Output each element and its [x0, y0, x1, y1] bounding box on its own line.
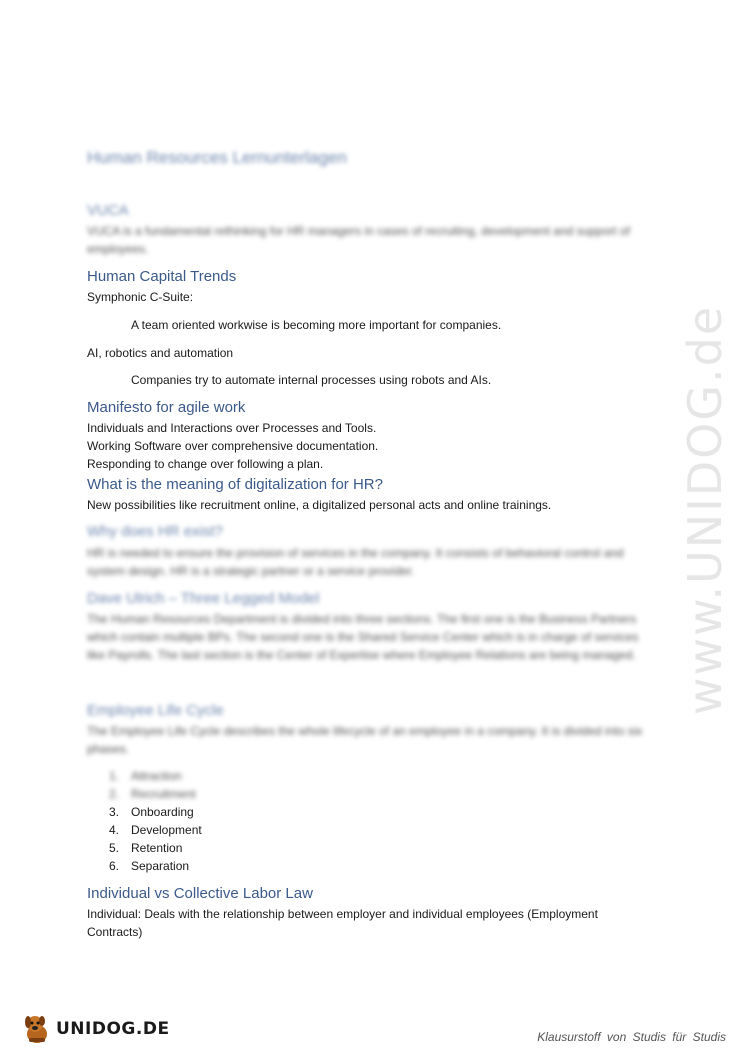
- ai-robotics-detail: Companies try to automate internal processes using robots and AIs.: [131, 373, 492, 387]
- list-item-number: 4.: [109, 823, 120, 837]
- manifesto-line: Responding to change over following a plan.: [87, 457, 324, 471]
- dog-mascot-icon: [20, 1012, 54, 1046]
- digitalization-text: New possibilities like recruitment online, a digitalized personal acts and online trainings.: [87, 498, 552, 512]
- vuca-text: VUCA is a fundamental rethinking for HR managers in cases of recruiting, development and support of employees.: [87, 224, 630, 256]
- footer-tagline: Klausurstoff von Studis für Studis: [537, 1030, 726, 1044]
- list-item-number: 5.: [109, 841, 120, 855]
- labor-law-heading: Individual vs Collective Labor Law: [87, 885, 313, 902]
- list-item-label: Recruitment: [131, 787, 196, 801]
- manifesto-heading: Manifesto for agile work: [87, 399, 246, 416]
- labor-law-text: Individual: Deals with the relationship between employer and individual employees (Employment Contracts): [87, 907, 598, 939]
- list-item-label: Separation: [131, 859, 190, 873]
- manifesto-line: Individuals and Interactions over Processes and Tools.: [87, 421, 377, 435]
- unidog-logo[interactable]: [20, 1012, 170, 1046]
- lifecycle-heading: Employee Life Cycle: [87, 702, 224, 719]
- list-item-number: 3.: [109, 805, 120, 819]
- list-item-label: Retention: [131, 841, 183, 855]
- why-hr-heading: Why does HR exist?: [87, 523, 223, 540]
- symphonic-detail: A team oriented workwise is becoming more important for companies.: [131, 318, 502, 332]
- list-item-label: Attraction: [131, 769, 182, 783]
- manifesto-line: Working Software over comprehensive documentation.: [87, 439, 379, 453]
- list-item-number: 1.: [109, 769, 120, 783]
- ai-robotics-label: AI, robotics and automation: [87, 346, 234, 360]
- logo-text: UNIDOG.DE: [56, 1019, 170, 1039]
- list-item-number: 2.: [109, 787, 120, 801]
- ulrich-text: The Human Resources Department is divided into three sections. The first one is the Business Partners which contain multiple BPs. The second one is the Shared Service Center which is in charge of services like Payrolls. The last section is the Center of Expertise where Employee Relations are being managed.: [87, 612, 639, 662]
- list-item-number: 6.: [109, 859, 120, 873]
- watermark-text: www.UNIDOG.de: [678, 304, 732, 716]
- lifecycle-text: The Employee Life Cycle describes the whole lifecycle of an employee in a company. It is divided into six phases.: [87, 724, 643, 756]
- list-item-label: Onboarding: [131, 805, 194, 819]
- digitalization-heading: What is the meaning of digitalization for HR?: [87, 476, 383, 493]
- why-hr-text: HR is needed to ensure the provision of services in the company. It consists of behavioral control and system design. HR is a strategic partner or a service provider.: [87, 546, 624, 578]
- document-title: Human Resources Lernunterlagen: [87, 148, 347, 167]
- vuca-heading: VUCA: [87, 202, 129, 219]
- watermark: [645, 280, 750, 740]
- human-capital-heading: Human Capital Trends: [87, 268, 237, 285]
- list-item-label: Development: [131, 823, 202, 837]
- ulrich-heading: Dave Ulrich – Three Legged Model: [87, 590, 320, 607]
- symphonic-label: Symphonic C-Suite:: [87, 290, 194, 304]
